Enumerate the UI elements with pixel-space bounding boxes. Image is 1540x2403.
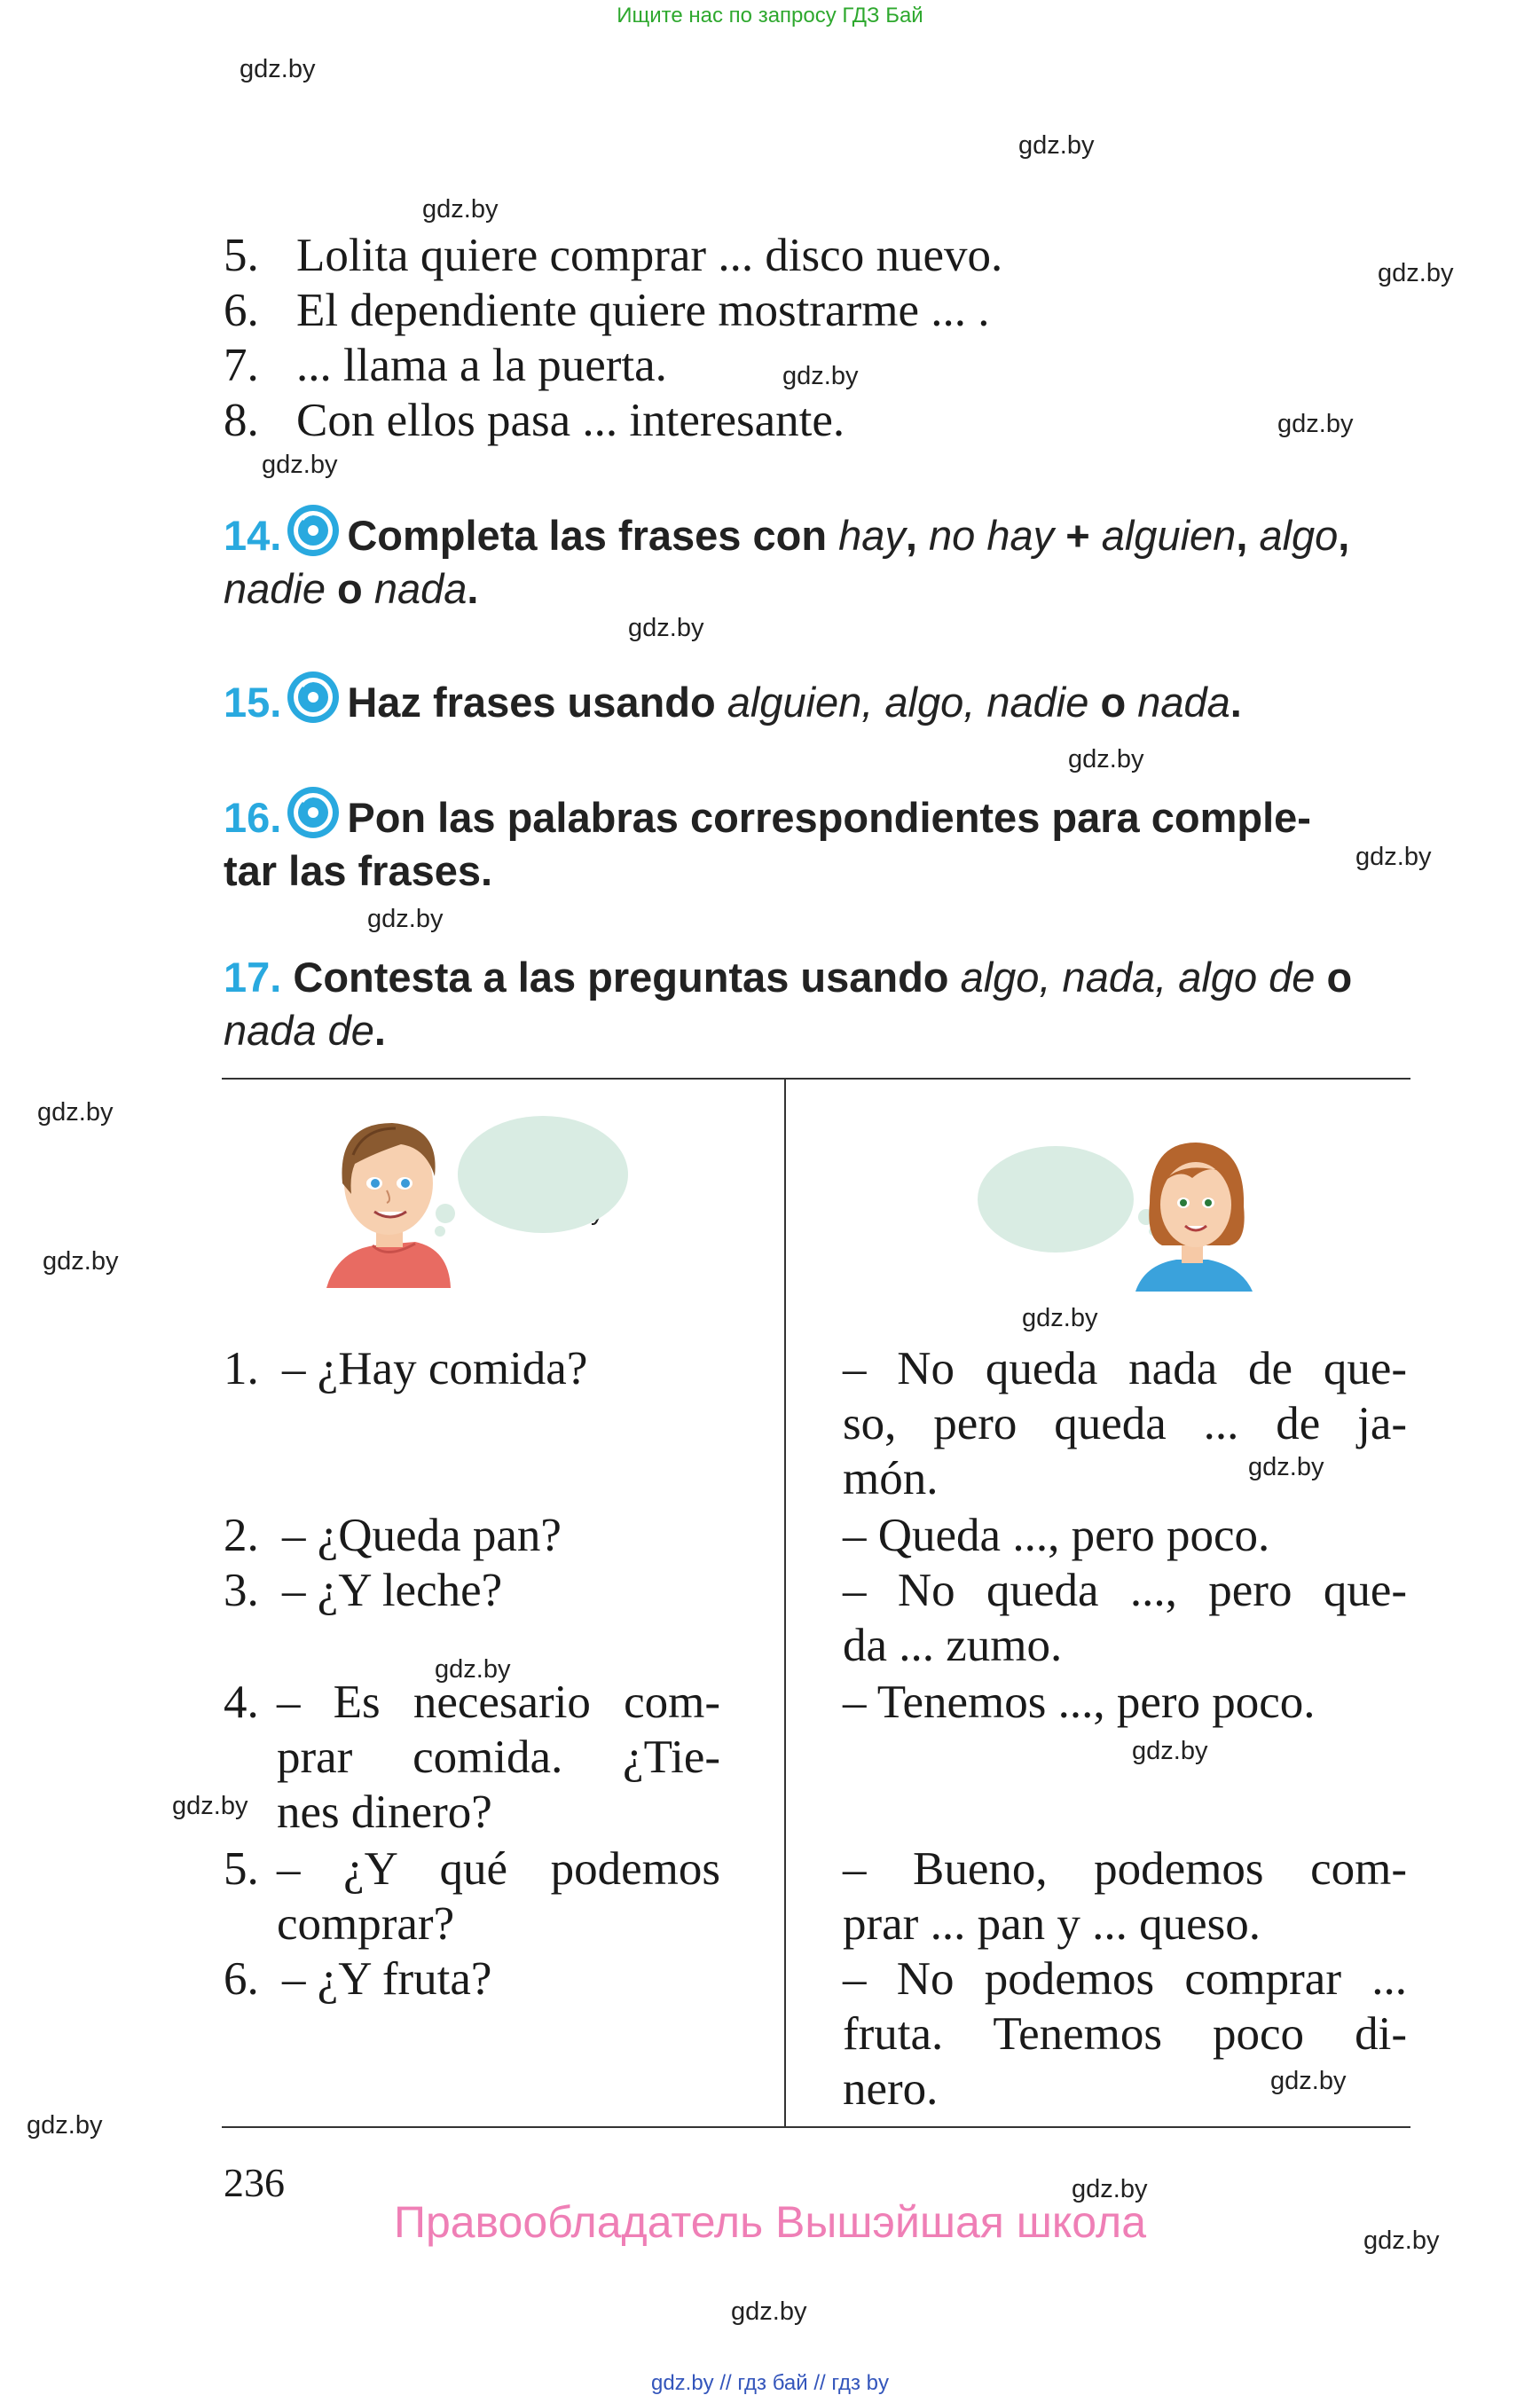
- sentence-6: 6. El dependiente quiere mostrarme ... .: [224, 285, 990, 336]
- girl-illustration: [976, 1132, 1269, 1292]
- answer-6: – No podemos comprar ... fruta. Tenemos poco di- nero.: [843, 1953, 1407, 2115]
- watermark: gdz.by: [1248, 1453, 1324, 1481]
- watermark: gdz.by: [37, 1098, 114, 1127]
- sentence-5: 5. Lolita quiere comprar ... disco nuevo.: [224, 230, 1003, 281]
- watermark: gdz.by: [27, 2111, 103, 2140]
- audio-disc-icon[interactable]: [285, 784, 342, 841]
- answer-4: – Tenemos ..., pero poco.: [843, 1677, 1316, 1728]
- watermark: gdz.by: [1018, 131, 1095, 160]
- task-17: 17. Contesta a las preguntas usando algo, nada, algo de o nada de.: [224, 954, 1353, 1054]
- task-14: 14. Completa las frases con hay, no hay + alguien, algo, nadie o nada.: [224, 502, 1412, 616]
- question-6: 6. – ¿Y fruta?: [224, 1953, 492, 2005]
- watermark: gdz.by: [1378, 259, 1454, 287]
- task-15: 15. Haz frases usando alguien, algo, nadie o nada.: [224, 669, 1412, 729]
- watermark: gdz.by: [1363, 2226, 1440, 2255]
- copyright-notice: Правообладатель Вышэйшая школа: [394, 2197, 1146, 2247]
- question-3: 3. – ¿Y leche?: [224, 1565, 503, 1616]
- answer-5: – Bueno, podemos com- prar ... pan y ... queso.: [843, 1843, 1407, 1950]
- sentence-7: 7. ... llama a la puerta.: [224, 340, 667, 391]
- task-16: 16. Pon las palabras correspondientes para comple- tar las frases.: [224, 784, 1412, 898]
- watermark: gdz.by: [43, 1247, 119, 1276]
- question-2: 2. – ¿Queda pan?: [224, 1510, 562, 1561]
- table-bottom-rule: [222, 2126, 1410, 2128]
- watermark: gdz.by: [367, 905, 444, 933]
- watermark: gdz.by: [1270, 2067, 1347, 2095]
- audio-disc-icon[interactable]: [285, 502, 342, 559]
- top-banner[interactable]: Ищите нас по запросу ГДЗ Бай: [617, 4, 923, 27]
- watermark: gdz.by: [172, 1792, 248, 1820]
- watermark: gdz.by: [1022, 1304, 1098, 1332]
- boy-illustration: [310, 1102, 639, 1288]
- question-1: 1. – ¿Hay comida?: [224, 1343, 588, 1394]
- watermark: gdz.by: [435, 1655, 511, 1684]
- watermark: gdz.by: [628, 614, 704, 642]
- sentence-8: 8. Con ellos pasa ... interesante.: [224, 395, 845, 446]
- answer-1: – No queda nada de que- so, pero queda ... de ja- món.: [843, 1343, 1407, 1504]
- audio-disc-icon[interactable]: [285, 669, 342, 726]
- watermark: gdz.by: [1277, 410, 1354, 438]
- watermark: gdz.by: [240, 55, 316, 83]
- answer-3: – No queda ..., pero que- da ... zumo.: [843, 1565, 1407, 1671]
- watermark: gdz.by: [1068, 745, 1144, 774]
- watermark: gdz.by: [422, 195, 499, 224]
- bottom-links[interactable]: gdz.by // гдз бай // гдз by: [650, 2371, 890, 2395]
- watermark: gdz.by: [731, 2297, 807, 2326]
- answer-2: – Queda ..., pero poco.: [843, 1510, 1270, 1561]
- page-number: 236: [224, 2160, 285, 2205]
- watermark: gdz.by: [1132, 1737, 1208, 1765]
- watermark: gdz.by: [782, 362, 859, 390]
- watermark: gdz.by: [1072, 2175, 1148, 2203]
- table-top-rule: [222, 1078, 1410, 1080]
- watermark: gdz.by: [1355, 843, 1432, 871]
- table-divider: [784, 1080, 786, 2126]
- watermark: gdz.by: [262, 451, 338, 479]
